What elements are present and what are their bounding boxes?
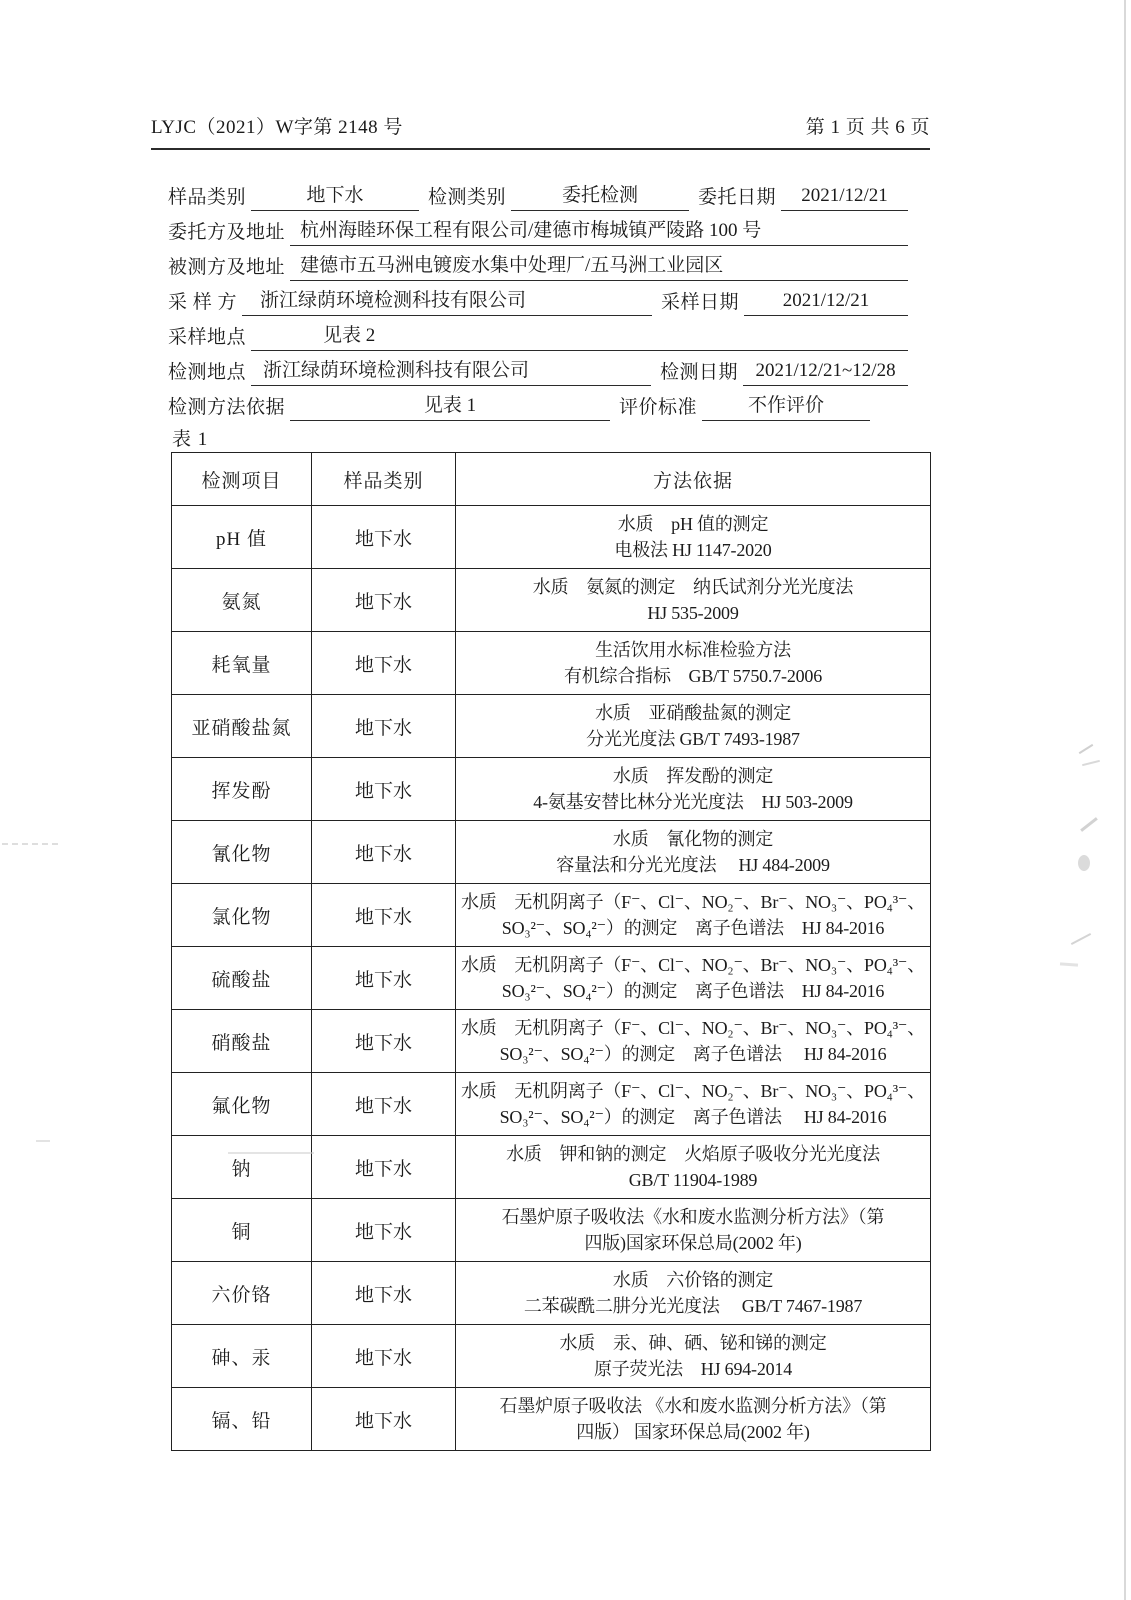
sampling-location-label: 采样地点 <box>168 327 247 348</box>
sample-type-cell: 地下水 <box>312 695 456 758</box>
method-cell <box>456 1073 931 1136</box>
method-cell <box>456 758 931 821</box>
sample-type-cell: 地下水 <box>312 821 456 884</box>
table-row <box>172 821 931 884</box>
method-line-2: 容量法和分光光度法 HJ 484-2009 <box>556 855 830 875</box>
method-line-2: 4-氨基安替比林分光光度法 HJ 503-2009 <box>533 792 853 812</box>
sampling-party-value: 浙江绿荫环境检测科技有限公司 <box>242 288 652 316</box>
test-item-cell: 挥发酚 <box>172 758 312 821</box>
sample-type-cell: 地下水 <box>312 1199 456 1262</box>
method-line-1: 水质 汞、砷、硒、铋和锑的测定 <box>559 1333 827 1353</box>
sample-type-cell: 地下水 <box>312 569 456 632</box>
method-cell <box>456 632 931 695</box>
method-cell <box>456 1010 931 1073</box>
scan-artifact <box>2 843 58 845</box>
sample-category-label: 样品类别 <box>168 187 247 208</box>
evaluation-standard-value: 不作评价 <box>702 393 870 421</box>
method-line-2: 有机综合指标 GB/T 5750.7-2006 <box>563 666 823 686</box>
method-line-2: SO₃²⁻、SO₄²⁻）的测定 离子色谱法 HJ 84-2016 <box>499 1107 887 1127</box>
method-line-1: 水质 氰化物的测定 <box>612 829 774 849</box>
client-address-label: 委托方及地址 <box>168 222 286 243</box>
sample-type-cell: 地下水 <box>312 947 456 1010</box>
method-cell <box>456 1325 931 1388</box>
method-cell <box>456 569 931 632</box>
table-row <box>172 947 931 1010</box>
sample-type-cell: 地下水 <box>312 1325 456 1388</box>
method-line-1: 水质 钾和钠的测定 火焰原子吸收分光光度法 <box>506 1144 880 1164</box>
test-item-cell: 硝酸盐 <box>172 1010 312 1073</box>
table-row <box>172 758 931 821</box>
method-line-1: 水质 无机阴离子（F⁻、Cl⁻、NO₂⁻、Br⁻、NO₃⁻、PO₄³⁻、 <box>460 1081 926 1101</box>
test-item-cell: 硫酸盐 <box>172 947 312 1010</box>
commission-date-value: 2021/12/21 <box>781 183 908 211</box>
page-header <box>151 112 930 150</box>
method-line-2: 电极法 HJ 1147-2020 <box>614 540 772 560</box>
method-line-1: 水质 氨氮的测定 纳氏试剂分光光度法 <box>532 577 854 597</box>
method-basis-value: 见表 1 <box>290 393 610 421</box>
test-item-cell: 氨氮 <box>172 569 312 632</box>
table-row <box>172 1388 931 1451</box>
sampling-date-label: 采样日期 <box>661 292 740 313</box>
table-row <box>172 569 931 632</box>
method-line-2: 原子荧光法 HJ 694-2014 <box>593 1359 793 1379</box>
sample-type-cell: 地下水 <box>312 1010 456 1073</box>
scan-artifact <box>1071 933 1091 945</box>
table-row <box>172 1199 931 1262</box>
test-item-cell: 铜 <box>172 1199 312 1262</box>
test-item-cell: 六价铬 <box>172 1262 312 1325</box>
page-indicator: 第 1 页 共 6 页 <box>805 117 930 138</box>
report-info-form <box>168 176 908 421</box>
table-row <box>172 1262 931 1325</box>
form-line-tested-party-address <box>168 246 908 281</box>
test-item-cell: 亚硝酸盐氮 <box>172 695 312 758</box>
sample-type-cell: 地下水 <box>312 632 456 695</box>
test-location-label: 检测地点 <box>168 362 247 383</box>
sample-type-cell: 地下水 <box>312 506 456 569</box>
method-line-1: 石墨炉原子吸收法《水和废水监测分析方法》（第 <box>501 1207 885 1227</box>
test-item-cell: 氟化物 <box>172 1073 312 1136</box>
sample-type-cell: 地下水 <box>312 758 456 821</box>
form-line-sample-category <box>168 176 908 211</box>
page-edge-line <box>1124 0 1126 1600</box>
table-row <box>172 695 931 758</box>
method-cell <box>456 884 931 947</box>
method-cell <box>456 821 931 884</box>
test-item-cell: 钠 <box>172 1136 312 1199</box>
table-row <box>172 1073 931 1136</box>
scan-artifact <box>1082 760 1100 766</box>
table-row <box>172 506 931 569</box>
method-cell <box>456 1388 931 1451</box>
scan-artifact <box>1080 817 1098 832</box>
method-basis-label: 检测方法依据 <box>168 397 286 418</box>
col-header-method-basis: 方法依据 <box>456 453 931 506</box>
sample-type-cell: 地下水 <box>312 884 456 947</box>
form-line-sampling-location <box>168 316 908 351</box>
sample-type-cell: 地下水 <box>312 1136 456 1199</box>
col-header-sample-category: 样品类别 <box>312 453 456 506</box>
col-header-test-item: 检测项目 <box>172 453 312 506</box>
method-line-1: 水质 六价铬的测定 <box>612 1270 774 1290</box>
scan-artifact <box>1078 855 1090 871</box>
evaluation-standard-label: 评价标准 <box>619 397 698 418</box>
method-line-2: HJ 535-2009 <box>647 603 739 623</box>
method-line-1: 石墨炉原子吸收法 《水和废水监测分析方法》（第 <box>499 1396 887 1416</box>
test-category-label: 检测类别 <box>428 187 507 208</box>
method-table-header <box>172 453 931 506</box>
method-cell <box>456 947 931 1010</box>
method-line-2: 二苯碳酰二肼分光光度法 GB/T 7467-1987 <box>523 1296 863 1316</box>
method-cell <box>456 695 931 758</box>
tested-party-address-label: 被测方及地址 <box>168 257 286 278</box>
scan-artifact <box>1060 962 1078 966</box>
form-line-method-basis <box>168 386 908 421</box>
method-line-1: 水质 无机阴离子（F⁻、Cl⁻、NO₂⁻、Br⁻、NO₃⁻、PO₄³⁻、 <box>460 955 926 975</box>
table-caption: 表 1 <box>172 429 209 450</box>
method-line-2: 分光光度法 GB/T 7493-1987 <box>586 729 800 749</box>
sample-type-cell: 地下水 <box>312 1073 456 1136</box>
test-item-cell: pH 值 <box>172 506 312 569</box>
method-line-1: 水质 无机阴离子（F⁻、Cl⁻、NO₂⁻、Br⁻、NO₃⁻、PO₄³⁻、 <box>460 1018 926 1038</box>
method-line-1: 生活饮用水标准检验方法 <box>595 640 791 660</box>
test-item-cell: 镉、铅 <box>172 1388 312 1451</box>
method-cell <box>456 1262 931 1325</box>
sampling-party-label: 采 样 方 <box>168 292 238 313</box>
method-table-body <box>172 506 931 1451</box>
table-row <box>172 1010 931 1073</box>
header-row <box>172 453 931 506</box>
method-table <box>171 452 931 1451</box>
table-row <box>172 632 931 695</box>
method-line-2: SO₃²⁻、SO₄²⁻）的测定 离子色谱法 HJ 84-2016 <box>501 981 885 1001</box>
sampling-date-value: 2021/12/21 <box>744 288 908 316</box>
scan-artifact <box>36 1140 50 1142</box>
sample-type-cell: 地下水 <box>312 1388 456 1451</box>
method-cell <box>456 1199 931 1262</box>
method-cell <box>456 506 931 569</box>
form-line-sampling-party <box>168 281 908 316</box>
test-item-cell: 耗氧量 <box>172 632 312 695</box>
table-row <box>172 884 931 947</box>
test-date-value: 2021/12/21~12/28 <box>743 358 908 386</box>
test-item-cell: 氯化物 <box>172 884 312 947</box>
method-line-2: SO₃²⁻、SO₄²⁻）的测定 离子色谱法 HJ 84-2016 <box>499 1044 887 1064</box>
method-line-1: 水质 无机阴离子（F⁻、Cl⁻、NO₂⁻、Br⁻、NO₃⁻、PO₄³⁻、 <box>460 892 926 912</box>
method-line-2: 四版)国家环保总局(2002 年) <box>584 1233 802 1253</box>
sample-category-value: 地下水 <box>251 183 419 211</box>
scan-artifact <box>1079 744 1094 754</box>
test-item-cell: 氰化物 <box>172 821 312 884</box>
doc-number: LYJC（2021）W字第 2148 号 <box>151 117 403 138</box>
sampling-location-value: 见表 2 <box>251 323 908 351</box>
method-line-1: 水质 亚硝酸盐氮的测定 <box>595 703 791 723</box>
commission-date-label: 委托日期 <box>698 187 777 208</box>
form-line-client-address <box>168 211 908 246</box>
sample-type-cell: 地下水 <box>312 1262 456 1325</box>
method-line-2: GB/T 11904-1989 <box>628 1170 758 1190</box>
method-line-1: 水质 挥发酚的测定 <box>612 766 774 786</box>
test-category-value: 委托检测 <box>511 183 689 211</box>
tested-party-address-value: 建德市五马洲电镀废水集中处理厂/五马洲工业园区 <box>290 253 908 281</box>
method-line-2: SO₃²⁻、SO₄²⁻）的测定 离子色谱法 HJ 84-2016 <box>501 918 885 938</box>
method-cell <box>456 1136 931 1199</box>
method-line-1: 水质 pH 值的测定 <box>617 514 769 534</box>
table-row <box>172 1325 931 1388</box>
method-line-2: 四版） 国家环保总局(2002 年) <box>576 1422 810 1442</box>
form-line-test-location <box>168 351 908 386</box>
test-item-cell: 砷、汞 <box>172 1325 312 1388</box>
test-location-value: 浙江绿荫环境检测科技有限公司 <box>251 358 651 386</box>
client-address-value: 杭州海睦环保工程有限公司/建德市梅城镇严陵路 100 号 <box>290 218 908 246</box>
test-date-label: 检测日期 <box>660 362 739 383</box>
table-row <box>172 1136 931 1199</box>
